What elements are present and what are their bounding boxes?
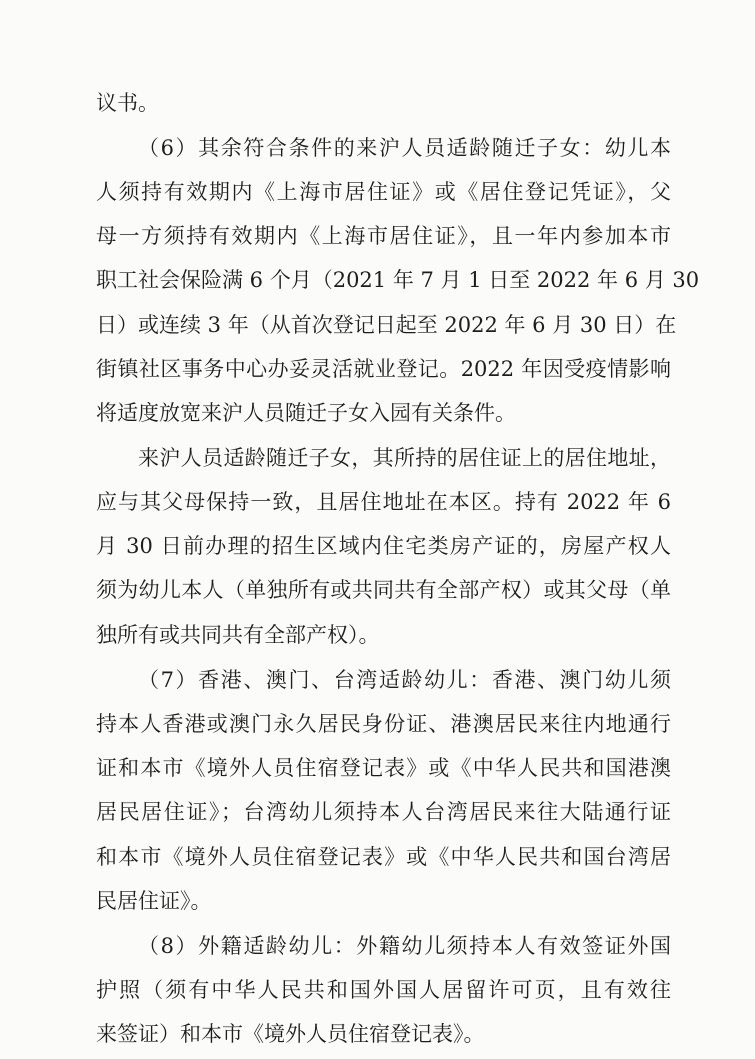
residence-paragraph-line-4: 须为幼儿本人（单独所有或共同共有全部产权）或其父母（单 <box>96 578 671 602</box>
paragraph-6-line-2: 人须持有效期内《上海市居住证》或《居住登记凭证》，父 <box>96 180 671 204</box>
paragraph-8-line-1: （8）外籍适龄幼儿：外籍幼儿须持本人有效签证外国 <box>138 934 671 958</box>
paragraph-7-line-1: （7）香港、澳门、台湾适龄幼儿：香港、澳门幼儿须 <box>138 668 671 692</box>
paragraph-7-line-6: 民居住证》。 <box>96 889 212 913</box>
paragraph-6-line-6: 街镇社区事务中心办妥灵活就业登记。2022 年因受疫情影响 <box>96 357 671 381</box>
paragraph-7-line-5: 和本市《境外人员住宿登记表》或《中华人民共和国台湾居 <box>96 845 671 869</box>
residence-paragraph-line-5: 独所有或共同共有全部产权）。 <box>96 623 380 647</box>
paragraph-6-line-3: 母一方须持有效期内《上海市居住证》，且一年内参加本市 <box>96 224 671 248</box>
paragraph-7-line-3: 证和本市《境外人员住宿登记表》或《中华人民共和国港澳 <box>96 756 671 780</box>
residence-paragraph-line-2: 应与其父母保持一致，且居住地址在本区。持有 2022 年 6 <box>96 490 671 514</box>
residence-paragraph-line-3: 月 30 日前办理的招生区域内住宅类房产证的，房屋产权人 <box>96 534 671 558</box>
paragraph-6-line-1: （6）其余符合条件的来沪人员适龄随迁子女：幼儿本 <box>138 136 671 160</box>
paragraph-6-line-7: 将适度放宽来沪人员随迁子女入园有关条件。 <box>96 401 516 425</box>
residence-paragraph-line-1: 来沪人员适龄随迁子女，其所持的居住证上的居住地址， <box>138 446 671 470</box>
text-line-1: 议书。 <box>96 91 159 115</box>
paragraph-7-line-4: 居民居住证》；台湾幼儿须持本人台湾居民来往大陆通行证 <box>96 800 671 824</box>
paragraph-8-line-2: 护照（须有中华人民共和国外国人居留许可页，且有效往 <box>96 978 671 1002</box>
paragraph-6-line-4: 职工社会保险满 6 个月（2021 年 7 月 1 日至 2022 年 6 月 30 <box>96 268 700 292</box>
paragraph-6-line-5: 日）或连续 3 年（从首次登记日起至 2022 年 6 月 30 日）在 <box>96 313 677 337</box>
paragraph-7-line-2: 持本人香港或澳门永久居民身份证、港澳居民来往内地通行 <box>96 712 671 736</box>
paragraph-8-line-3: 来签证）和本市《境外人员住宿登记表》。 <box>96 1022 485 1046</box>
